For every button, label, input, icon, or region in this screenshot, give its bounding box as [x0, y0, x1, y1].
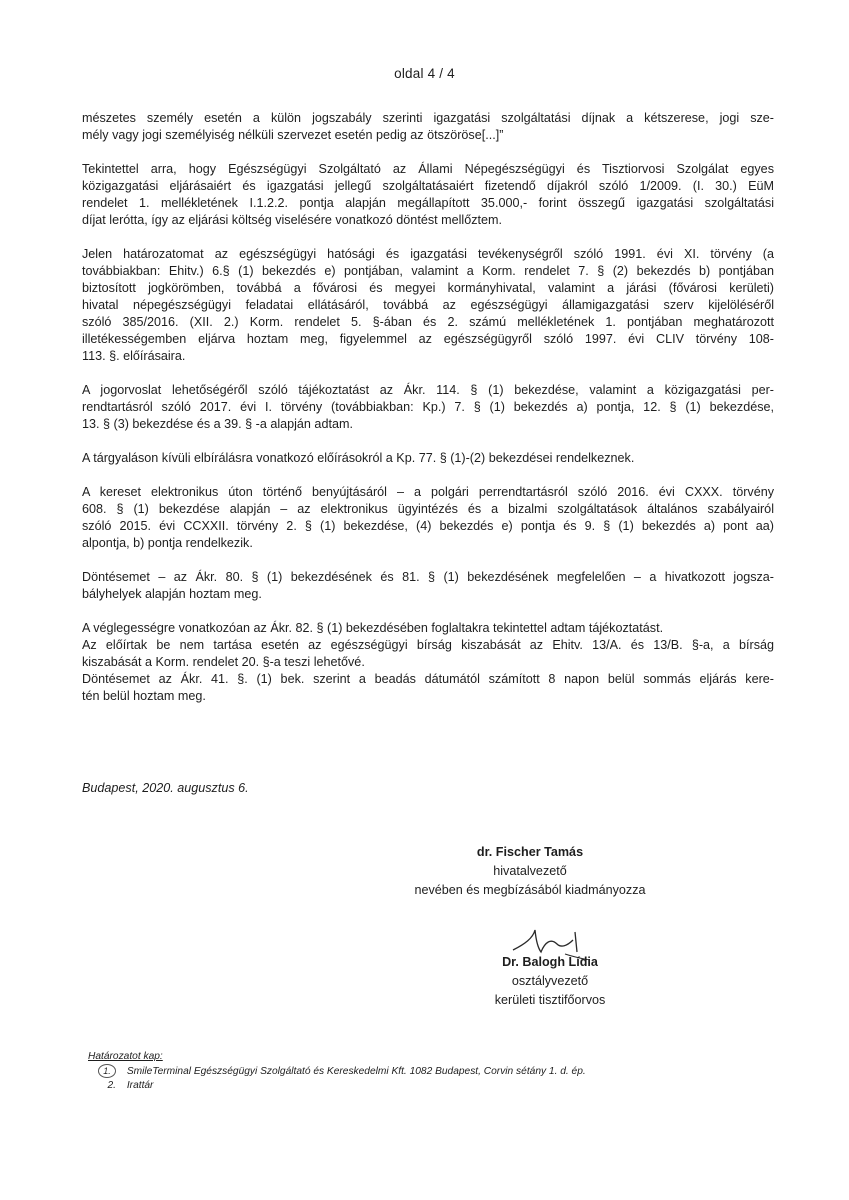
paragraph-4 [82, 382, 774, 433]
text-line: biztosított jogkörömben, továbbá a fővárosi és megyei kormányhivatal, valamint a járási (fővárosi kerületi) [82, 281, 774, 295]
text-line: 608. § (1) bekezdése alapján – az elektronikus ügyintézés és a bizalmi szolgáltatások általános szabályairól [82, 502, 774, 516]
text-line: tén belül hoztam meg. [82, 689, 206, 703]
text-line: rendtartásról szóló 2017. évi I. törvény (továbbiakban: Kp.) 7. § (1) bekezdés a) pontja, 12. § (1) bekezdése, [82, 400, 774, 414]
text-line: mészetes személy esetén a külön jogszabály szerinti igazgatási szolgáltatási díjnak a kétszerese, jogi sze- [82, 111, 774, 125]
paragraph-1 [82, 110, 774, 144]
text-line: szóló 2015. évi CCXXII. törvény 2. § (1) bekezdése, (4) bekezdés e) pontja és 9. § (1) bekezdés a) pont aa) [82, 519, 774, 533]
recipient-number: 1. [98, 1064, 116, 1078]
signatory2-title: osztályvezető [511, 974, 589, 988]
paragraph-3 [82, 246, 774, 365]
place-date: Budapest, 2020. augusztus 6. [82, 781, 249, 795]
recipients-title: Határozatot kap: [88, 1051, 163, 1062]
second-signature-block [450, 953, 650, 1010]
list-item [88, 1079, 586, 1093]
signatory2-name: Dr. Balogh Lídia [502, 955, 598, 969]
text-line: rendelet 1. mellékletének I.1.2.2. pontja alapján megállapított 35.000,- forint összegű igazgatási szolgáltatási [82, 196, 774, 210]
paragraph-8 [82, 620, 774, 705]
text-line: Az előírtak be nem tartása esetén az egészségügyi bírság kiszabását az Ehitv. 13/A. és 13/B. §-a, a bírság [82, 638, 774, 652]
signatory-authority: nevében és megbízásából kiadmányozza [414, 883, 646, 897]
text-line: 113. §. előírásaira. [82, 349, 186, 363]
text-line: Döntésemet az Ákr. 41. §. (1) bek. szerint a beadás dátumától számított 8 napon belül sommás eljárás kere- [82, 672, 774, 686]
signature-block [380, 843, 680, 900]
recipient-text: Irattár [126, 1080, 154, 1091]
text-line: A jogorvoslat lehetőségéről szóló tájékoztatást az Ákr. 114. § (1) bekezdése, valamint a közigazgatási per- [82, 383, 774, 397]
signatory-name: dr. Fischer Tamás [476, 845, 584, 859]
text-line: kiszabását a Korm. rendelet 20. §-a teszi lehetővé. [82, 655, 365, 669]
text-line: szóló 385/2016. (XII. 2.) Korm. rendelet 5. §-ában és 2. számú mellékletének 1. pontjában meghatározott [82, 315, 774, 329]
text-line: hivatal népegészségügyi feladatai ellátásáról, továbbá az egészségügyi államigazgatási szerv kijelöléséről [82, 298, 774, 312]
paragraph-7 [82, 569, 774, 603]
text-line: Jelen határozatomat az egészségügyi hatósági és igazgatási tevékenységről szóló 1991. évi XI. törvény (a [82, 247, 774, 261]
paragraph-5 [82, 450, 774, 467]
text-line: illetékességemben eljárva hoztam meg, figyelemmel az egészségügyről szóló 1997. évi CLIV törvény 108- [82, 332, 774, 346]
document-body [82, 110, 774, 705]
recipient-number: 2. [107, 1080, 116, 1091]
paragraph-2 [82, 161, 774, 229]
text-line: Döntésemet – az Ákr. 80. § (1) bekezdésének és 81. § (1) bekezdésének megfelelően – a hivatkozott jogsza- [82, 570, 774, 584]
text-line: díjat lerótta, így az eljárási költség viselésére vonatkozó döntést mellőztem. [82, 213, 502, 227]
signatory-title: hivatalvezető [493, 864, 567, 878]
text-line: közigazgatási eljárásaiért és igazgatási jellegű szolgáltatásaiért fizetendő díjakról szóló 1/2009. (I. 30.) EüM [82, 179, 774, 193]
text-line: bályhelyek alapján hoztam meg. [82, 587, 262, 601]
text-line: továbbiakban: Ehitv.) 6.§ (1) bekezdés e) pontjában, valamint a Korm. rendelet 7. § (2) bekezdés b) pontjában [82, 264, 774, 278]
signatory2-role: kerületi tisztifőorvos [494, 993, 606, 1007]
recipients-list [88, 1050, 586, 1093]
text-line: 13. § (3) bekezdése és a 39. § -a alapján adtam. [82, 417, 353, 431]
text-line: mély vagy jogi személyiség nélküli szervezet esetén pedig az ötszöröse[...]” [82, 128, 504, 142]
list-item [88, 1064, 586, 1079]
text-line: A tárgyaláson kívüli elbírálásra vonatkozó előírásokról a Kp. 77. § (1)-(2) bekezdései rendelkeznek. [82, 451, 635, 465]
text-line: A véglegességre vonatkozóan az Ákr. 82. § (1) bekezdésében foglaltakra tekintettel adtam tájékoztatást. [82, 621, 664, 635]
text-line: A kereset elektronikus úton történő benyújtásáról – a polgári perrendtartásról szóló 2016. évi CXXX. törvény [82, 485, 774, 499]
text-line: alpontja, b) pontja rendelkezik. [82, 536, 253, 550]
recipient-text: SmileTerminal Egészségügyi Szolgáltató és Kereskedelmi Kft. 1082 Budapest, Corvin sétány 1. d. ép. [126, 1066, 586, 1077]
page-number: oldal 4 / 4 [394, 66, 455, 81]
text-line: Tekintettel arra, hogy Egészségügyi Szolgáltató az Állami Népegészségügyi és Tisztiorvosi Szolgálat egyes [82, 162, 774, 176]
paragraph-6 [82, 484, 774, 552]
